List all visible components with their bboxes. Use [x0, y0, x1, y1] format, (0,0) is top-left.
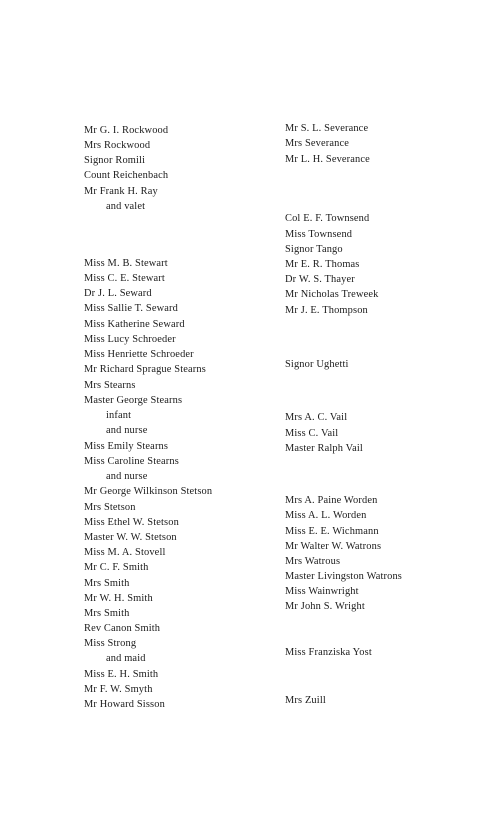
passenger-entry: Miss A. L. Worden	[285, 510, 367, 521]
passenger-entry: Count Reichenbach	[84, 170, 169, 181]
passenger-entry: Miss C. E. Stewart	[84, 273, 165, 284]
passenger-entry: Mrs Stearns	[84, 380, 136, 391]
passenger-entry: Mrs Smith	[84, 578, 130, 589]
passenger-entry: Signor Romili	[84, 155, 146, 166]
passenger-entry: Master Livingston Watrons	[285, 571, 403, 582]
passenger-entry: Mrs Smith	[84, 608, 130, 619]
passenger-entry: Miss E. E. Wichmann	[285, 526, 379, 537]
passenger-entry: Miss M. B. Stewart	[84, 258, 168, 269]
passenger-entry: and nurse	[106, 471, 148, 482]
passenger-entry: Mr Richard Sprague Stearns	[84, 364, 206, 375]
passenger-entry: Mr W. H. Smith	[84, 593, 153, 604]
passenger-entry: Mrs Severance	[285, 138, 349, 149]
passenger-entry: Miss Wainwright	[285, 586, 359, 597]
passenger-entry: Mr John S. Wright	[285, 601, 365, 612]
passenger-entry: Miss Townsend	[285, 229, 353, 240]
passenger-entry: Miss Strong	[84, 638, 137, 649]
passenger-entry: Mrs A. Paine Worden	[285, 495, 378, 506]
passenger-entry: Mr C. F. Smith	[84, 562, 149, 573]
passenger-entry: Col E. F. Townsend	[285, 213, 370, 224]
passenger-entry: Mr G. I. Rockwood	[84, 125, 169, 136]
passenger-entry: Miss Emily Stearns	[84, 441, 169, 452]
passenger-entry: Mrs Watrous	[285, 556, 341, 567]
passenger-entry: Miss E. H. Smith	[84, 669, 159, 680]
passenger-entry: Dr J. L. Seward	[84, 288, 152, 299]
passenger-entry: and valet	[106, 201, 146, 212]
passenger-entry: infant	[106, 410, 132, 421]
passenger-entry: Mr F. W. Smyth	[84, 684, 153, 695]
passenger-entry: Mr S. L. Severance	[285, 123, 369, 134]
passenger-entry: Miss Caroline Stearns	[84, 456, 179, 467]
passenger-entry: Mr L. H. Severance	[285, 154, 370, 165]
passenger-entry: Miss Katherine Seward	[84, 319, 185, 330]
passenger-entry: Mr E. R. Thomas	[285, 259, 360, 270]
passenger-entry: Mrs A. C. Vail	[285, 412, 348, 423]
passenger-entry: Mrs Rockwood	[84, 140, 151, 151]
passenger-entry: Mrs Zuill	[285, 695, 326, 706]
passenger-entry: Miss Sallie T. Seward	[84, 303, 178, 314]
passenger-entry: Rev Canon Smith	[84, 623, 161, 634]
passenger-entry: Mr J. E. Thompson	[285, 305, 368, 316]
passenger-entry: Miss Lucy Schroeder	[84, 334, 176, 345]
passenger-entry: Signor Ughetti	[285, 359, 349, 370]
passenger-entry: Miss Franziska Yost	[285, 647, 372, 658]
passenger-entry: Miss Ethel W. Stetson	[84, 517, 179, 528]
passenger-entry: Mr Nicholas Treweek	[285, 289, 379, 300]
passenger-entry: and maid	[106, 653, 146, 664]
passenger-entry: Master George Stearns	[84, 395, 183, 406]
passenger-entry: Miss Henriette Schroeder	[84, 349, 194, 360]
passenger-entry: Master Ralph Vail	[285, 443, 363, 454]
passenger-entry: Miss C. Vail	[285, 428, 339, 439]
passenger-entry: Miss M. A. Stovell	[84, 547, 166, 558]
passenger-entry: Mr George Wilkinson Stetson	[84, 486, 213, 497]
passenger-entry: Mr Walter W. Watrons	[285, 541, 382, 552]
passenger-entry: Mrs Stetson	[84, 502, 136, 513]
passenger-entry: Mr Howard Sisson	[84, 699, 165, 710]
passenger-entry: Signor Tango	[285, 244, 343, 255]
passenger-entry: Dr W. S. Thayer	[285, 274, 355, 285]
passenger-entry: and nurse	[106, 425, 148, 436]
passenger-entry: Mr Frank H. Ray	[84, 186, 158, 197]
passenger-entry: Master W. W. Stetson	[84, 532, 177, 543]
